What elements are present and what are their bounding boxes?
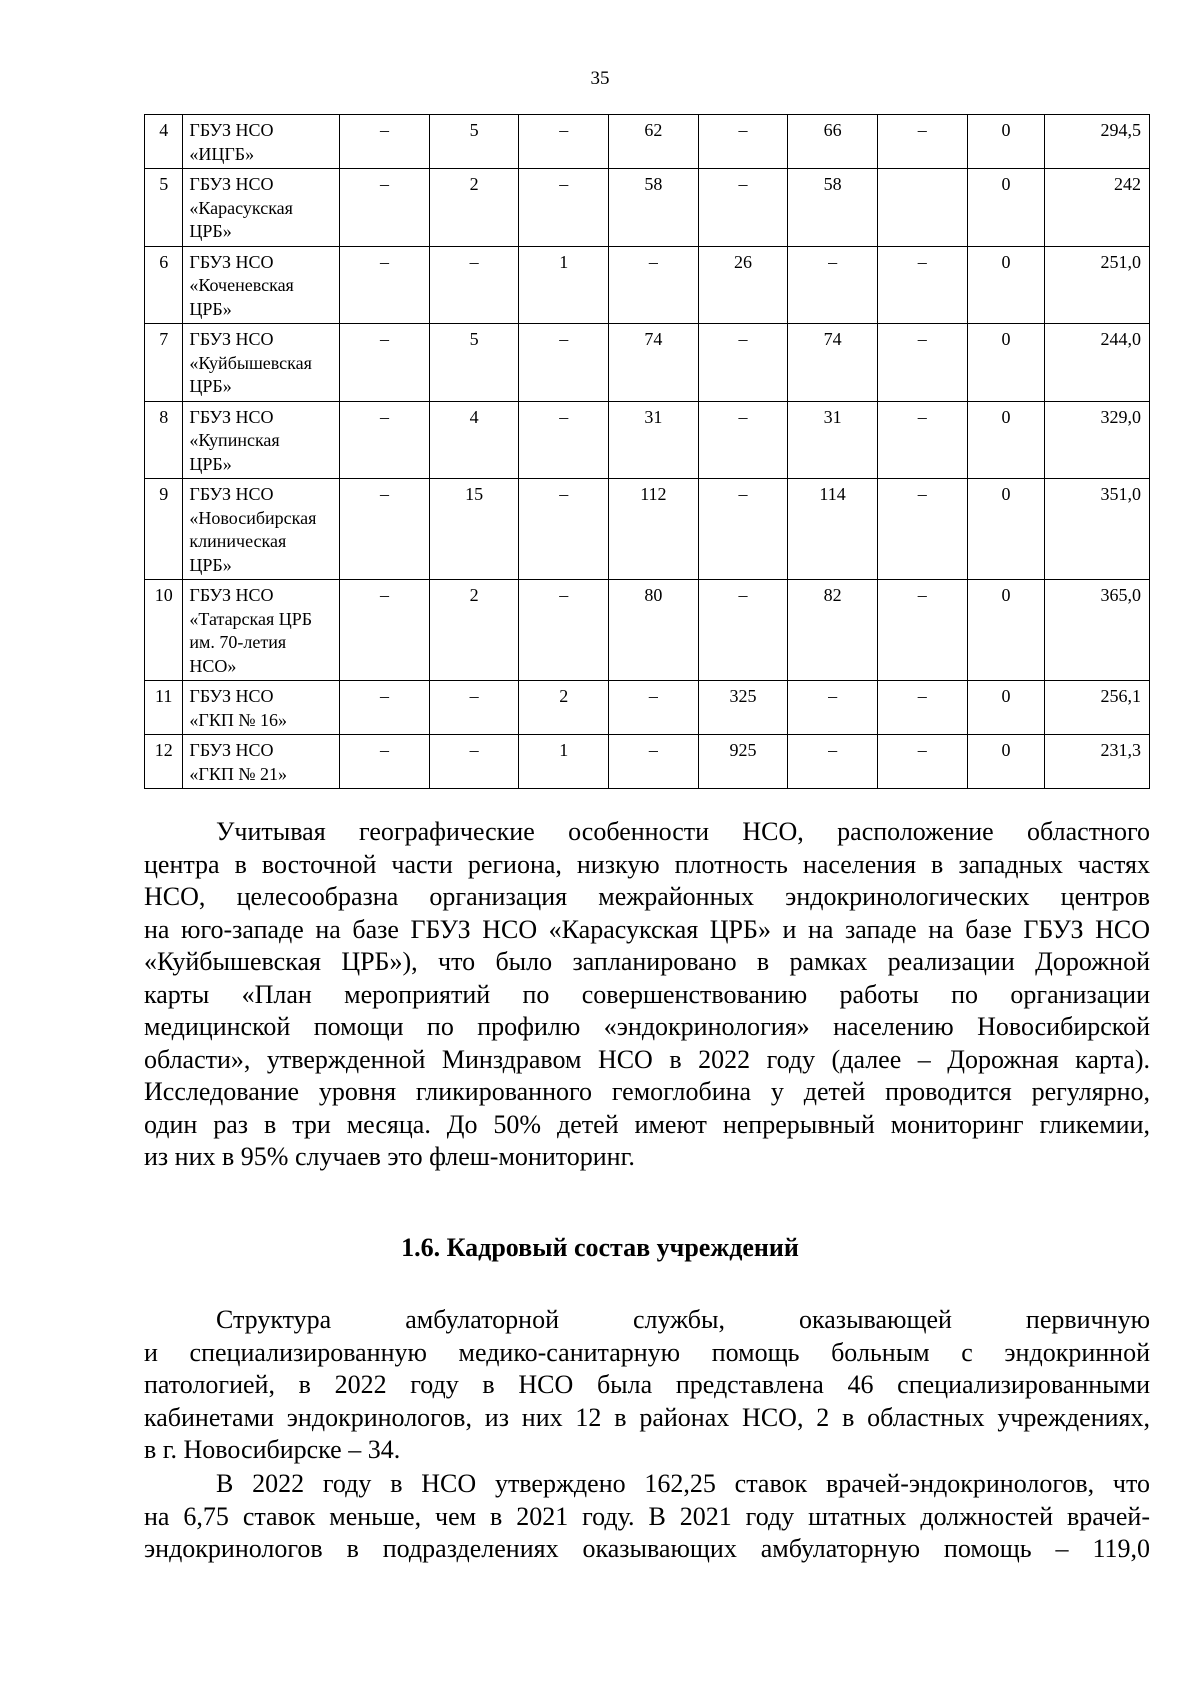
table-cell: – — [340, 246, 430, 324]
table-cell: – — [698, 169, 788, 247]
table-cell: 1 — [519, 735, 609, 789]
table-cell: – — [340, 681, 430, 735]
page-number: 35 — [590, 68, 610, 89]
text-line: НСО, целесообразна организация межрайонных эндокринологических центров — [144, 882, 1150, 911]
table-cell: – — [877, 479, 967, 580]
table-cell: 26 — [698, 246, 788, 324]
table-row — [145, 681, 1150, 735]
table-cell: – — [519, 324, 609, 402]
text-line: области», утвержденной Минздравом НСО в 2022 году (далее – Дорожная карта). — [144, 1044, 1150, 1074]
table-cell — [877, 169, 967, 247]
table-cell: 251,0 — [1045, 246, 1150, 324]
table-cell: – — [698, 115, 788, 169]
table-cell: 2 — [429, 169, 519, 247]
institution-name: ГБУЗ НСО «Куйбышевская ЦРБ» — [183, 324, 340, 402]
table-cell: 4 — [429, 401, 519, 479]
table-cell: 244,0 — [1045, 324, 1150, 402]
text-line: карты «План мероприятий по совершенствованию работы по организации — [144, 979, 1150, 1009]
table-cell: – — [698, 401, 788, 479]
endocrinology-table — [144, 114, 1150, 789]
table-row — [145, 479, 1150, 580]
table-row — [145, 401, 1150, 479]
table-cell: – — [877, 401, 967, 479]
text-line: Учитывая географические особенности НСО, расположение областного — [216, 817, 1150, 846]
table-cell: – — [519, 580, 609, 681]
table-cell: – — [429, 246, 519, 324]
paragraph-ambulatory-structure — [144, 1304, 1150, 1467]
row-number: 6 — [145, 246, 183, 324]
row-number: 4 — [145, 115, 183, 169]
table-cell: – — [340, 324, 430, 402]
table-cell: – — [519, 115, 609, 169]
table-cell: – — [519, 401, 609, 479]
table-cell: – — [698, 479, 788, 580]
table-cell: 365,0 — [1045, 580, 1150, 681]
table-cell: 31 — [609, 401, 699, 479]
table-row — [145, 169, 1150, 247]
institution-name: ГБУЗ НСО «Купинская ЦРБ» — [183, 401, 340, 479]
row-number: 12 — [145, 735, 183, 789]
table-cell: 112 — [609, 479, 699, 580]
table-cell: 5 — [429, 324, 519, 402]
text-line: на юго-западе на базе ГБУЗ НСО «Карасукская ЦРБ» и на западе на базе ГБУЗ НСО — [144, 914, 1150, 944]
row-number: 5 — [145, 169, 183, 247]
table-cell: – — [877, 735, 967, 789]
text-line: кабинетами эндокринологов, из них 12 в районах НСО, 2 в областных учреждениях, — [144, 1402, 1150, 1432]
table-row — [145, 580, 1150, 681]
table-cell: – — [429, 681, 519, 735]
table-cell: – — [340, 115, 430, 169]
text-line: в г. Новосибирске – 34. — [144, 1435, 401, 1464]
table-cell: 0 — [967, 580, 1045, 681]
text-line: эндокринологов в подразделениях оказывающих амбулаторную помощь – 119,0 — [144, 1534, 1150, 1563]
table-cell: 294,5 — [1045, 115, 1150, 169]
table-cell: – — [609, 681, 699, 735]
table-cell: 0 — [967, 479, 1045, 580]
section-heading: 1.6. Кадровый состав учреждений — [401, 1233, 799, 1262]
row-number: 10 — [145, 580, 183, 681]
institution-name: ГБУЗ НСО «ГКП № 21» — [183, 735, 340, 789]
institution-name: ГБУЗ НСО «ИЦГБ» — [183, 115, 340, 169]
table-cell: – — [877, 681, 967, 735]
table-cell: 114 — [788, 479, 878, 580]
paragraph-interdistrict-centers — [144, 816, 1150, 1174]
row-number: 9 — [145, 479, 183, 580]
table-cell: 66 — [788, 115, 878, 169]
table-cell: 5 — [429, 115, 519, 169]
text-line: на 6,75 ставок меньше, чем в 2021 году. В 2021 году штатных должностей врачей- — [144, 1501, 1150, 1531]
table-row — [145, 115, 1150, 169]
table-cell: – — [877, 115, 967, 169]
table-cell: – — [788, 735, 878, 789]
table-cell: – — [340, 580, 430, 681]
row-number: 7 — [145, 324, 183, 402]
table-cell: 82 — [788, 580, 878, 681]
table-cell: – — [877, 580, 967, 681]
table-cell: 256,1 — [1045, 681, 1150, 735]
text-line: медицинской помощи по профилю «эндокринология» населению Новосибирской — [144, 1012, 1150, 1041]
table-cell: 0 — [967, 324, 1045, 402]
table-cell: – — [519, 479, 609, 580]
text-line: и специализированную медико-санитарную помощь больным с эндокринной — [144, 1337, 1150, 1367]
table-cell: 31 — [788, 401, 878, 479]
table-row — [145, 324, 1150, 402]
institution-name: ГБУЗ НСО «Коченевская ЦРБ» — [183, 246, 340, 324]
table-cell: – — [429, 735, 519, 789]
row-number: 11 — [145, 681, 183, 735]
table-cell: – — [609, 735, 699, 789]
table-cell: 74 — [609, 324, 699, 402]
table-cell: – — [788, 246, 878, 324]
table-cell: – — [877, 324, 967, 402]
table-cell: – — [340, 401, 430, 479]
table-cell: 0 — [967, 401, 1045, 479]
text-line: Структура амбулаторной службы, оказывающей первичную — [216, 1305, 1150, 1334]
text-line: из них в 95% случаев это флеш-мониторинг. — [144, 1142, 635, 1171]
table-cell: – — [698, 580, 788, 681]
table-cell: 242 — [1045, 169, 1150, 247]
text-line: В 2022 году в НСО утверждено 162,25 ставок врачей-эндокринологов, что — [216, 1469, 1150, 1498]
table-cell: – — [340, 169, 430, 247]
table-cell: – — [698, 324, 788, 402]
table-cell: 0 — [967, 115, 1045, 169]
text-line: «Куйбышевская ЦРБ»), что было запланировано в рамках реализации Дорожной — [144, 947, 1150, 976]
table-cell: 80 — [609, 580, 699, 681]
text-line: один раз в три месяца. До 50% детей имеют непрерывный мониторинг гликемии, — [144, 1109, 1150, 1139]
table-cell: 2 — [519, 681, 609, 735]
table-cell: 0 — [967, 169, 1045, 247]
table-row — [145, 735, 1150, 789]
table-cell: 329,0 — [1045, 401, 1150, 479]
text-line: Исследование уровня гликированного гемоглобина у детей проводится регулярно, — [144, 1077, 1150, 1106]
institution-name: ГБУЗ НСО «Новосибирская клиническая ЦРБ» — [183, 479, 340, 580]
table-cell: 58 — [609, 169, 699, 247]
row-number: 8 — [145, 401, 183, 479]
table-cell: – — [519, 169, 609, 247]
text-line: центра в восточной части региона, низкую плотность населения в западных частях — [144, 849, 1150, 879]
table-cell: 58 — [788, 169, 878, 247]
table-cell: 1 — [519, 246, 609, 324]
table-cell: – — [788, 681, 878, 735]
table-cell: 0 — [967, 681, 1045, 735]
table-cell: 15 — [429, 479, 519, 580]
table-cell: 0 — [967, 735, 1045, 789]
paragraph-staff-rates — [144, 1468, 1150, 1566]
table-cell: 325 — [698, 681, 788, 735]
table-cell: – — [877, 246, 967, 324]
table-cell: 2 — [429, 580, 519, 681]
table-cell: 0 — [967, 246, 1045, 324]
table-cell: – — [340, 735, 430, 789]
table-row — [145, 246, 1150, 324]
institution-name: ГБУЗ НСО «Татарская ЦРБ им. 70-летия НСО» — [183, 580, 340, 681]
table-cell: – — [609, 246, 699, 324]
table-cell: 74 — [788, 324, 878, 402]
institution-name: ГБУЗ НСО «ГКП № 16» — [183, 681, 340, 735]
text-line: патологией, в 2022 году в НСО была представлена 46 специализированными — [144, 1370, 1150, 1399]
table-cell: 231,3 — [1045, 735, 1150, 789]
table-cell: 62 — [609, 115, 699, 169]
table-cell: 351,0 — [1045, 479, 1150, 580]
institution-name: ГБУЗ НСО «Карасукская ЦРБ» — [183, 169, 340, 247]
table-cell: 925 — [698, 735, 788, 789]
table-cell: – — [340, 479, 430, 580]
